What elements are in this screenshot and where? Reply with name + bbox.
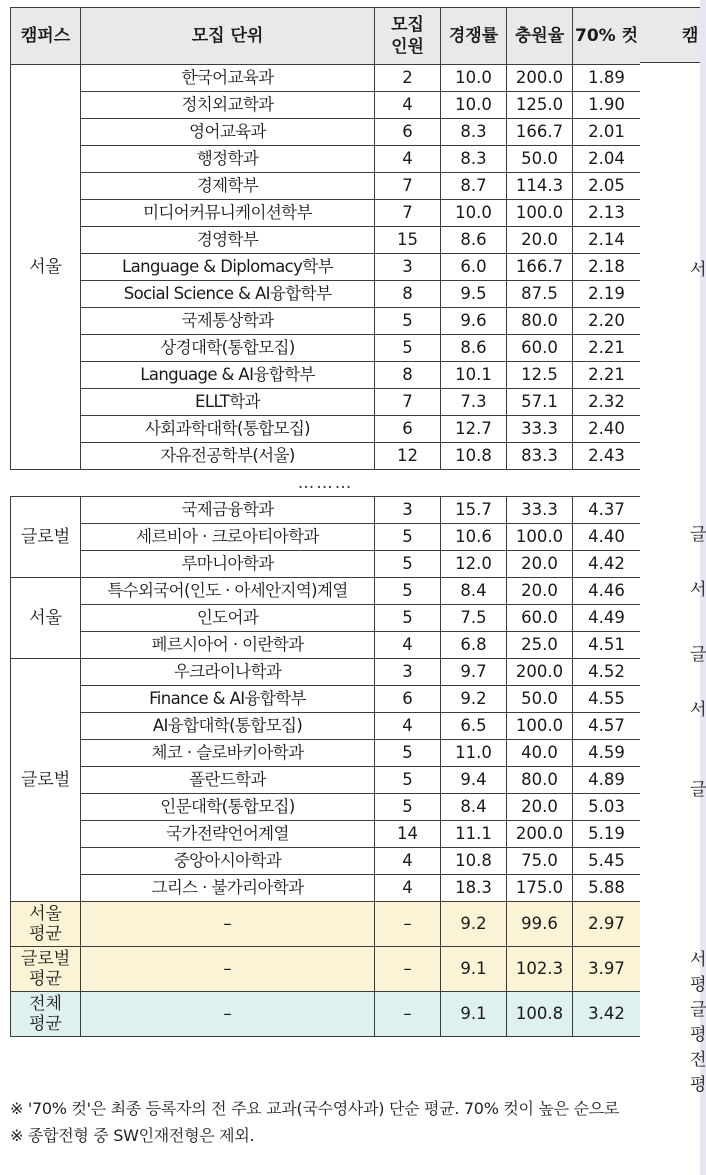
cut70-cell: 2.14 — [573, 227, 641, 254]
header-campus: 캠퍼스 — [11, 8, 81, 65]
competition-cell: 6.5 — [441, 713, 507, 740]
dept-cell: 경제학부 — [81, 173, 375, 200]
average-label-line2: 평균 — [29, 924, 62, 944]
dept-cell: 체코 · 슬로바키아학과 — [81, 740, 375, 767]
table-row — [11, 659, 641, 686]
quota-cell: 4 — [375, 146, 441, 173]
fill-rate-cell: 175.0 — [507, 875, 573, 902]
table-row — [11, 308, 641, 335]
fragment-label: 서 — [690, 580, 706, 600]
competition-cell: 9.2 — [441, 686, 507, 713]
table-row — [11, 524, 641, 551]
header-unit: 모집 단위 — [81, 8, 375, 65]
competition-cell: 7.3 — [441, 389, 507, 416]
competition-cell: 9.1 — [441, 947, 507, 992]
competition-cell: 10.8 — [441, 443, 507, 470]
quota-cell: 6 — [375, 416, 441, 443]
competition-cell: 6.0 — [441, 254, 507, 281]
cut70-cell: 4.37 — [573, 497, 641, 524]
admissions-table — [10, 7, 641, 1037]
fill-rate-cell: 80.0 — [507, 308, 573, 335]
table-row — [11, 281, 641, 308]
quota-cell: 12 — [375, 443, 441, 470]
cut70-cell: 4.49 — [573, 605, 641, 632]
quota-cell: 7 — [375, 389, 441, 416]
cut70-cell: 3.97 — [573, 947, 641, 992]
competition-cell: 10.0 — [441, 65, 507, 92]
competition-cell: 10.6 — [441, 524, 507, 551]
table-row — [11, 92, 641, 119]
cut70-cell: 4.46 — [573, 578, 641, 605]
quota-cell: 5 — [375, 335, 441, 362]
dept-cell: 중앙아시아학과 — [81, 848, 375, 875]
dept-cell: 폴란드학과 — [81, 767, 375, 794]
competition-cell: 10.8 — [441, 848, 507, 875]
fragment-label: 전 — [690, 1050, 706, 1070]
cut70-cell: 2.19 — [573, 281, 641, 308]
table-row — [11, 848, 641, 875]
dept-cell: 경영학부 — [81, 227, 375, 254]
header-row — [11, 8, 641, 65]
quota-cell: 4 — [375, 875, 441, 902]
quota-cell: 7 — [375, 173, 441, 200]
dept-cell: – — [81, 992, 375, 1037]
competition-cell: 11.1 — [441, 821, 507, 848]
average-row — [11, 992, 641, 1037]
competition-cell: 8.4 — [441, 794, 507, 821]
average-label-cell — [11, 947, 81, 992]
cut70-cell: 2.21 — [573, 362, 641, 389]
cut70-cell: 2.01 — [573, 119, 641, 146]
dept-cell: 국제통상학과 — [81, 308, 375, 335]
table-row — [11, 686, 641, 713]
fragment-label: 평 — [690, 1025, 706, 1045]
header-cut70: 70% 컷 — [573, 8, 641, 65]
competition-cell: 18.3 — [441, 875, 507, 902]
fill-rate-cell: 20.0 — [507, 578, 573, 605]
cut70-cell: 2.97 — [573, 902, 641, 947]
quota-cell: 2 — [375, 65, 441, 92]
fill-rate-cell: 50.0 — [507, 146, 573, 173]
competition-cell: 12.7 — [441, 416, 507, 443]
table-row — [11, 713, 641, 740]
fill-rate-cell: 33.3 — [507, 497, 573, 524]
dept-cell: 한국어교육과 — [81, 65, 375, 92]
fill-rate-cell: 33.3 — [507, 416, 573, 443]
table-row — [11, 362, 641, 389]
quota-cell: 4 — [375, 632, 441, 659]
cut70-cell: 1.90 — [573, 92, 641, 119]
dept-cell: 국가전략언어계열 — [81, 821, 375, 848]
table-row — [11, 605, 641, 632]
header-quota-line2: 인원 — [391, 37, 424, 57]
dept-cell: ELLT학과 — [81, 389, 375, 416]
cut70-cell: 4.42 — [573, 551, 641, 578]
adjacent-table-fragment — [640, 0, 706, 1175]
dept-cell: Social Science & AI융합학부 — [81, 281, 375, 308]
table-row — [11, 227, 641, 254]
quota-cell: 4 — [375, 713, 441, 740]
fill-rate-cell: 57.1 — [507, 389, 573, 416]
quota-cell: 5 — [375, 524, 441, 551]
cut70-cell: 5.19 — [573, 821, 641, 848]
dept-cell: 행정학과 — [81, 146, 375, 173]
fill-rate-cell: 20.0 — [507, 227, 573, 254]
fill-rate-cell: 12.5 — [507, 362, 573, 389]
cut70-cell: 2.05 — [573, 173, 641, 200]
cut70-cell: 5.45 — [573, 848, 641, 875]
dept-cell: 영어교육과 — [81, 119, 375, 146]
cut70-cell: 4.59 — [573, 740, 641, 767]
table-row — [11, 200, 641, 227]
quota-cell: 15 — [375, 227, 441, 254]
quota-cell: 5 — [375, 740, 441, 767]
fragment-label: 글 — [690, 780, 706, 800]
fill-rate-cell: 166.7 — [507, 119, 573, 146]
dept-cell: 인문대학(통합모집) — [81, 794, 375, 821]
cut70-cell: 2.04 — [573, 146, 641, 173]
quota-cell: – — [375, 992, 441, 1037]
competition-cell: 9.2 — [441, 902, 507, 947]
fragment-label: 서 — [690, 260, 706, 280]
table-row — [11, 416, 641, 443]
competition-cell: 6.8 — [441, 632, 507, 659]
competition-cell: 8.3 — [441, 146, 507, 173]
table-row — [11, 794, 641, 821]
competition-cell: 7.5 — [441, 605, 507, 632]
fill-rate-cell: 125.0 — [507, 92, 573, 119]
cut70-cell: 4.51 — [573, 632, 641, 659]
quota-cell: 4 — [375, 92, 441, 119]
cut70-cell: 4.52 — [573, 659, 641, 686]
campus-cell: 서울 — [11, 65, 81, 470]
cut70-cell: 2.20 — [573, 308, 641, 335]
competition-cell: 10.0 — [441, 92, 507, 119]
quota-cell: 5 — [375, 308, 441, 335]
quota-cell: 7 — [375, 200, 441, 227]
fill-rate-cell: 200.0 — [507, 65, 573, 92]
dept-cell: 페르시아어 · 이란학과 — [81, 632, 375, 659]
table-row — [11, 389, 641, 416]
dept-cell: 상경대학(통합모집) — [81, 335, 375, 362]
cut70-cell: 3.42 — [573, 992, 641, 1037]
quota-cell: 14 — [375, 821, 441, 848]
fill-rate-cell: 20.0 — [507, 794, 573, 821]
fragment-header: 캠 — [640, 7, 700, 63]
fragment-label: 서 — [690, 700, 706, 720]
dept-cell: 우크라이나학과 — [81, 659, 375, 686]
table-row — [11, 146, 641, 173]
competition-cell: 10.0 — [441, 200, 507, 227]
table-row — [11, 551, 641, 578]
quota-cell: 5 — [375, 767, 441, 794]
campus-cell: 서울 — [11, 578, 81, 659]
cut70-cell: 2.40 — [573, 416, 641, 443]
table-row — [11, 254, 641, 281]
fragment-label: 평 — [690, 975, 706, 995]
competition-cell: 10.1 — [441, 362, 507, 389]
cut70-cell: 2.18 — [573, 254, 641, 281]
quota-cell: 6 — [375, 686, 441, 713]
quota-cell: 8 — [375, 281, 441, 308]
table-row — [11, 740, 641, 767]
average-label-line2: 평균 — [29, 969, 62, 989]
dept-cell: 루마니아학과 — [81, 551, 375, 578]
fill-rate-cell: 75.0 — [507, 848, 573, 875]
dept-cell: 미디어커뮤니케이션학부 — [81, 200, 375, 227]
fragment-label: 글 — [690, 1000, 706, 1020]
fill-rate-cell: 100.0 — [507, 713, 573, 740]
table-row — [11, 65, 641, 92]
fill-rate-cell: 20.0 — [507, 551, 573, 578]
fill-rate-cell: 40.0 — [507, 740, 573, 767]
cut70-cell: 2.32 — [573, 389, 641, 416]
competition-cell: 9.7 — [441, 659, 507, 686]
quota-cell: 3 — [375, 659, 441, 686]
average-label-cell — [11, 992, 81, 1037]
average-label-line1: 전체 — [29, 994, 62, 1014]
dept-cell: 그리스 · 불가리아학과 — [81, 875, 375, 902]
fill-rate-cell: 50.0 — [507, 686, 573, 713]
header-quota-line1: 모집 — [391, 15, 424, 35]
table-row — [11, 173, 641, 200]
competition-cell: 15.7 — [441, 497, 507, 524]
dept-cell: Finance & AI융합학부 — [81, 686, 375, 713]
cut70-cell: 5.03 — [573, 794, 641, 821]
competition-cell: 8.6 — [441, 227, 507, 254]
fill-rate-cell: 25.0 — [507, 632, 573, 659]
fragment-label: 글 — [690, 645, 706, 665]
fill-rate-cell: 83.3 — [507, 443, 573, 470]
fill-rate-cell: 200.0 — [507, 821, 573, 848]
competition-cell: 9.1 — [441, 992, 507, 1037]
cut70-cell: 1.89 — [573, 65, 641, 92]
quota-cell: – — [375, 947, 441, 992]
average-label-line1: 글로벌 — [20, 949, 71, 969]
fragment-label: 서 — [690, 950, 706, 970]
campus-cell: 글로벌 — [11, 659, 81, 902]
dept-cell: 인도어과 — [81, 605, 375, 632]
average-label-cell — [11, 902, 81, 947]
dept-cell: Language & Diplomacy학부 — [81, 254, 375, 281]
cut70-cell: 4.55 — [573, 686, 641, 713]
competition-cell: 9.6 — [441, 308, 507, 335]
dept-cell: 특수외국어(인도 · 아세안지역)계열 — [81, 578, 375, 605]
cut70-cell: 4.89 — [573, 767, 641, 794]
dept-cell: – — [81, 947, 375, 992]
cut70-cell: 4.40 — [573, 524, 641, 551]
fill-rate-cell: 166.7 — [507, 254, 573, 281]
average-label-line1: 서울 — [29, 904, 62, 924]
fill-rate-cell: 87.5 — [507, 281, 573, 308]
dept-cell: – — [81, 902, 375, 947]
dept-cell: 국제금융학과 — [81, 497, 375, 524]
table-row — [11, 497, 641, 524]
dept-cell: 사회과학대학(통합모집) — [81, 416, 375, 443]
fill-rate-cell: 100.0 — [507, 524, 573, 551]
header-quota — [375, 8, 441, 65]
footnote-1: ※ '70% 컷'은 최종 등록자의 전 주요 교과(국수영사과) 단순 평균. 70% 컷이 높은 순으로 — [10, 1099, 620, 1118]
fill-rate-cell: 99.6 — [507, 902, 573, 947]
cut70-cell: 2.13 — [573, 200, 641, 227]
header-fill-rate: 충원율 — [507, 8, 573, 65]
fill-rate-cell: 100.0 — [507, 200, 573, 227]
competition-cell: 8.7 — [441, 173, 507, 200]
quota-cell: 4 — [375, 848, 441, 875]
quota-cell: 6 — [375, 119, 441, 146]
header-competition: 경쟁률 — [441, 8, 507, 65]
quota-cell: 3 — [375, 254, 441, 281]
quota-cell: – — [375, 902, 441, 947]
table-row — [11, 443, 641, 470]
fill-rate-cell: 114.3 — [507, 173, 573, 200]
cut70-cell: 2.43 — [573, 443, 641, 470]
campus-cell: 글로벌 — [11, 497, 81, 578]
cut70-cell: 2.21 — [573, 335, 641, 362]
dept-cell: 세르비아 · 크로아티아학과 — [81, 524, 375, 551]
fill-rate-cell: 60.0 — [507, 605, 573, 632]
fill-rate-cell: 100.8 — [507, 992, 573, 1037]
fragment-label: 평 — [690, 1075, 706, 1095]
cut70-cell: 5.88 — [573, 875, 641, 902]
table-body — [11, 65, 641, 1037]
average-row — [11, 902, 641, 947]
quota-cell: 5 — [375, 578, 441, 605]
competition-cell: 8.3 — [441, 119, 507, 146]
table-row — [11, 875, 641, 902]
competition-cell: 12.0 — [441, 551, 507, 578]
fill-rate-cell: 200.0 — [507, 659, 573, 686]
average-row — [11, 947, 641, 992]
ellipsis-cell: ……… — [11, 470, 641, 497]
competition-cell: 8.4 — [441, 578, 507, 605]
table-row — [11, 578, 641, 605]
fill-rate-cell: 102.3 — [507, 947, 573, 992]
quota-cell: 3 — [375, 497, 441, 524]
table-row — [11, 767, 641, 794]
competition-cell: 8.6 — [441, 335, 507, 362]
quota-cell: 5 — [375, 794, 441, 821]
competition-cell: 11.0 — [441, 740, 507, 767]
fragment-label: 글 — [690, 525, 706, 545]
fill-rate-cell: 80.0 — [507, 767, 573, 794]
table-row — [11, 821, 641, 848]
footnotes — [10, 1095, 700, 1149]
dept-cell: Language & AI융합학부 — [81, 362, 375, 389]
dept-cell: 정치외교학과 — [81, 92, 375, 119]
dept-cell: AI융합대학(통합모집) — [81, 713, 375, 740]
quota-cell: 5 — [375, 605, 441, 632]
footnote-2: ※ 종합전형 중 SW인재전형은 제외. — [10, 1126, 255, 1145]
ellipsis-row — [11, 470, 641, 497]
table-row — [11, 335, 641, 362]
competition-cell: 9.4 — [441, 767, 507, 794]
fill-rate-cell: 60.0 — [507, 335, 573, 362]
cut70-cell: 4.57 — [573, 713, 641, 740]
quota-cell: 8 — [375, 362, 441, 389]
quota-cell: 5 — [375, 551, 441, 578]
table-row — [11, 632, 641, 659]
dept-cell: 자유전공학부(서울) — [81, 443, 375, 470]
competition-cell: 9.5 — [441, 281, 507, 308]
table-row — [11, 119, 641, 146]
average-label-line2: 평균 — [29, 1014, 62, 1034]
